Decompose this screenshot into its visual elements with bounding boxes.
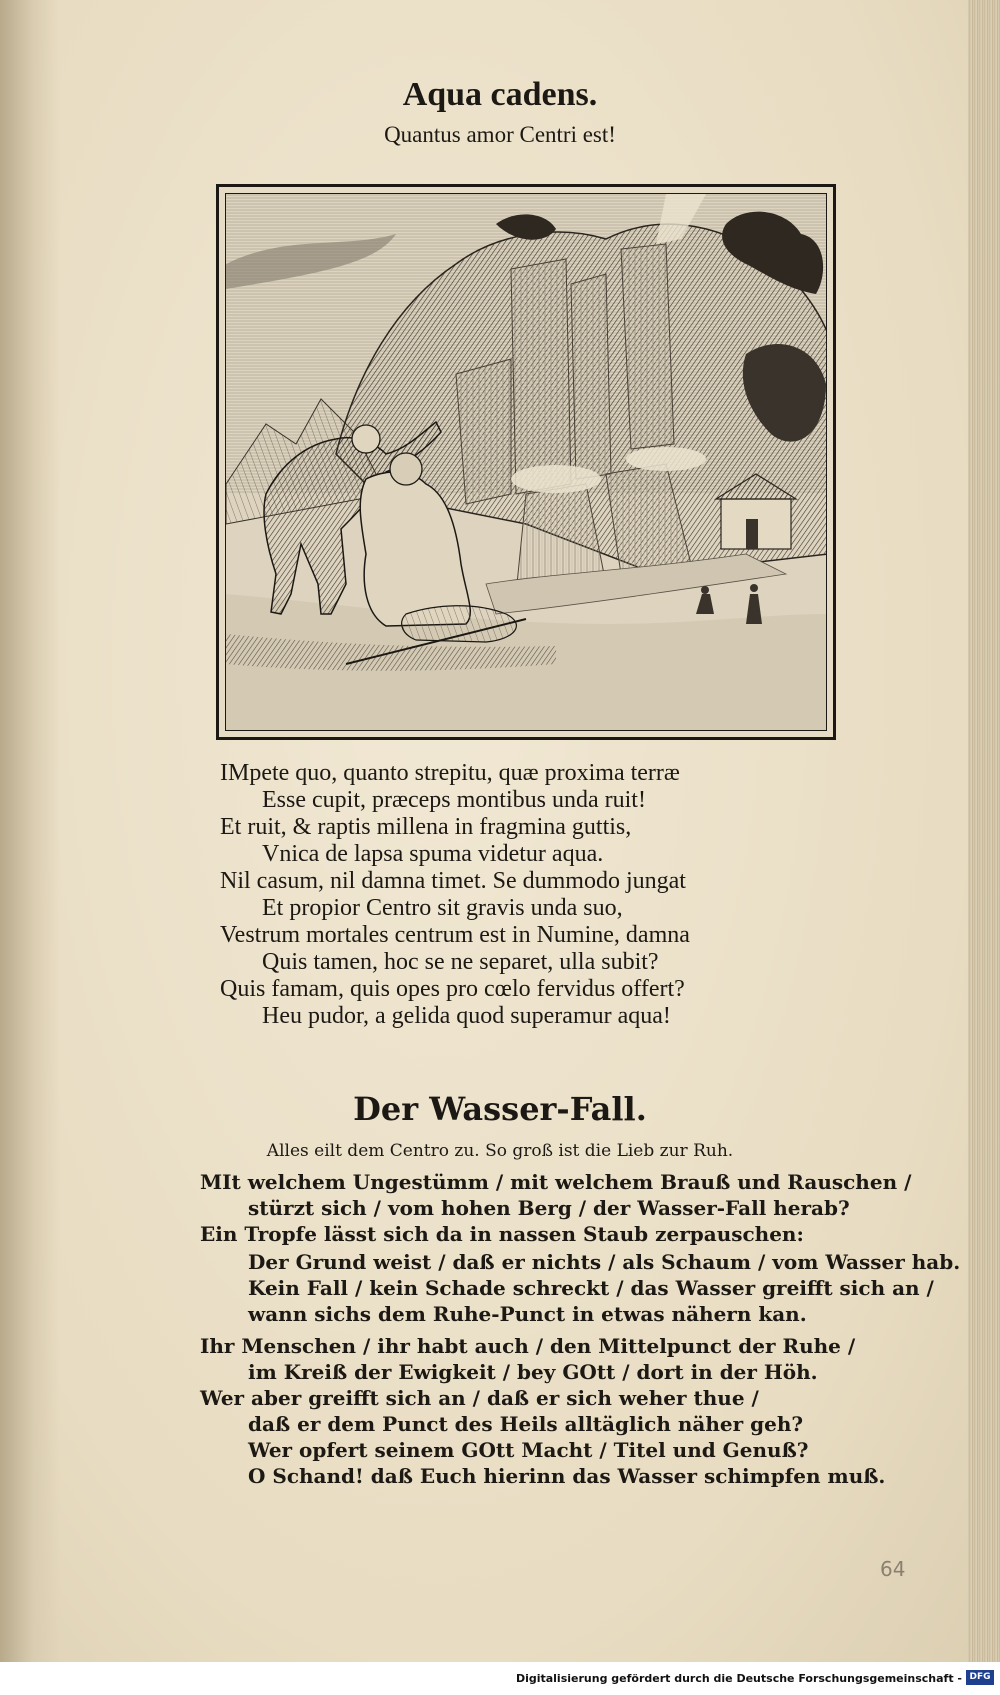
german-verse-line: daß er dem Punct des Heils alltäglich näher geh? xyxy=(248,1412,804,1436)
water-spray xyxy=(511,465,601,493)
latin-verse-line: Heu pudor, a gelida quod superamur aqua! xyxy=(262,1003,671,1029)
latin-verse-line: Nil casum, nil damna timet. Se dummodo jungat xyxy=(220,868,686,894)
folio-number: 64 xyxy=(880,1557,906,1581)
waterfall xyxy=(571,274,611,479)
dfg-logo-icon: DFG xyxy=(966,1670,994,1685)
page-edges xyxy=(968,0,1000,1662)
page-title: Aqua cadens. xyxy=(402,76,598,113)
digitization-credit: Digitalisierung gefördert durch die Deutsche Forschungsgemeinschaft - xyxy=(515,1672,962,1685)
page-motto: Quantus amor Centri est! xyxy=(384,122,616,147)
german-motto: Alles eilt dem Centro zu. So groß ist die Lieb zur Ruh. xyxy=(266,1141,734,1161)
german-verse-line: MIt welchem Ungestümm / mit welchem Brauß und Rauschen / xyxy=(200,1170,912,1194)
waterfall-engraving xyxy=(216,184,836,740)
water-spray xyxy=(626,447,706,471)
latin-verse-line: Et ruit, & raptis millena in fragmina guttis, xyxy=(220,814,632,840)
latin-verse-line: Vestrum mortales centrum est in Numine, damna xyxy=(220,922,690,948)
latin-verse-line: Quis famam, quis opes pro cœlo fervidus offert? xyxy=(220,976,685,1002)
waterfall xyxy=(456,359,511,504)
german-verse-line: stürzt sich / vom hohen Berg / der Wasser-Fall herab? xyxy=(248,1196,850,1220)
latin-verse-line: Esse cupit, præceps montibus unda ruit! xyxy=(262,787,646,813)
german-verse-line: wann sichs dem Ruhe-Punct in etwas nähern kan. xyxy=(248,1302,807,1326)
engraving-frame xyxy=(225,193,827,731)
german-verse-line: Ein Tropfe lässt sich da in nassen Staub zerpauschen: xyxy=(200,1222,804,1246)
german-verse-line: Der Grund weist / daß er nichts / als Schaum / vom Wasser hab. xyxy=(248,1250,961,1274)
credit-bar xyxy=(0,1662,1000,1695)
waterfall xyxy=(511,259,571,494)
latin-verse-line: Et propior Centro sit gravis unda suo, xyxy=(262,895,623,921)
german-verse-line: Ihr Menschen / ihr habt auch / den Mittelpunct der Ruhe / xyxy=(200,1334,856,1358)
german-verse-line: Wer opfert seinem GOtt Macht / Titel und Genuß? xyxy=(248,1438,809,1462)
german-verse-line: im Kreiß der Ewigkeit / bey GOtt / dort in der Höh. xyxy=(248,1360,818,1384)
german-verse-line: Wer aber greifft sich an / daß er sich weher thue / xyxy=(200,1386,759,1410)
latin-verse-line: IMpete quo, quanto strepitu, quæ proxima terræ xyxy=(220,760,680,786)
german-verse-line: Kein Fall / kein Schade schreckt / das Wasser greifft sich an / xyxy=(248,1276,934,1300)
house-door xyxy=(746,519,758,549)
german-verse-line: O Schand! daß Euch hierinn das Wasser schimpfen muß. xyxy=(248,1464,886,1488)
latin-verse-line: Quis tamen, hoc se ne separet, ulla subit? xyxy=(262,949,659,975)
engraving-illustration xyxy=(226,194,827,731)
latin-verse-line: Vnica de lapsa spuma videtur aqua. xyxy=(262,841,604,867)
german-title: Der Wasser-Fall. xyxy=(353,1090,647,1128)
page-gutter-shadow xyxy=(0,0,60,1662)
